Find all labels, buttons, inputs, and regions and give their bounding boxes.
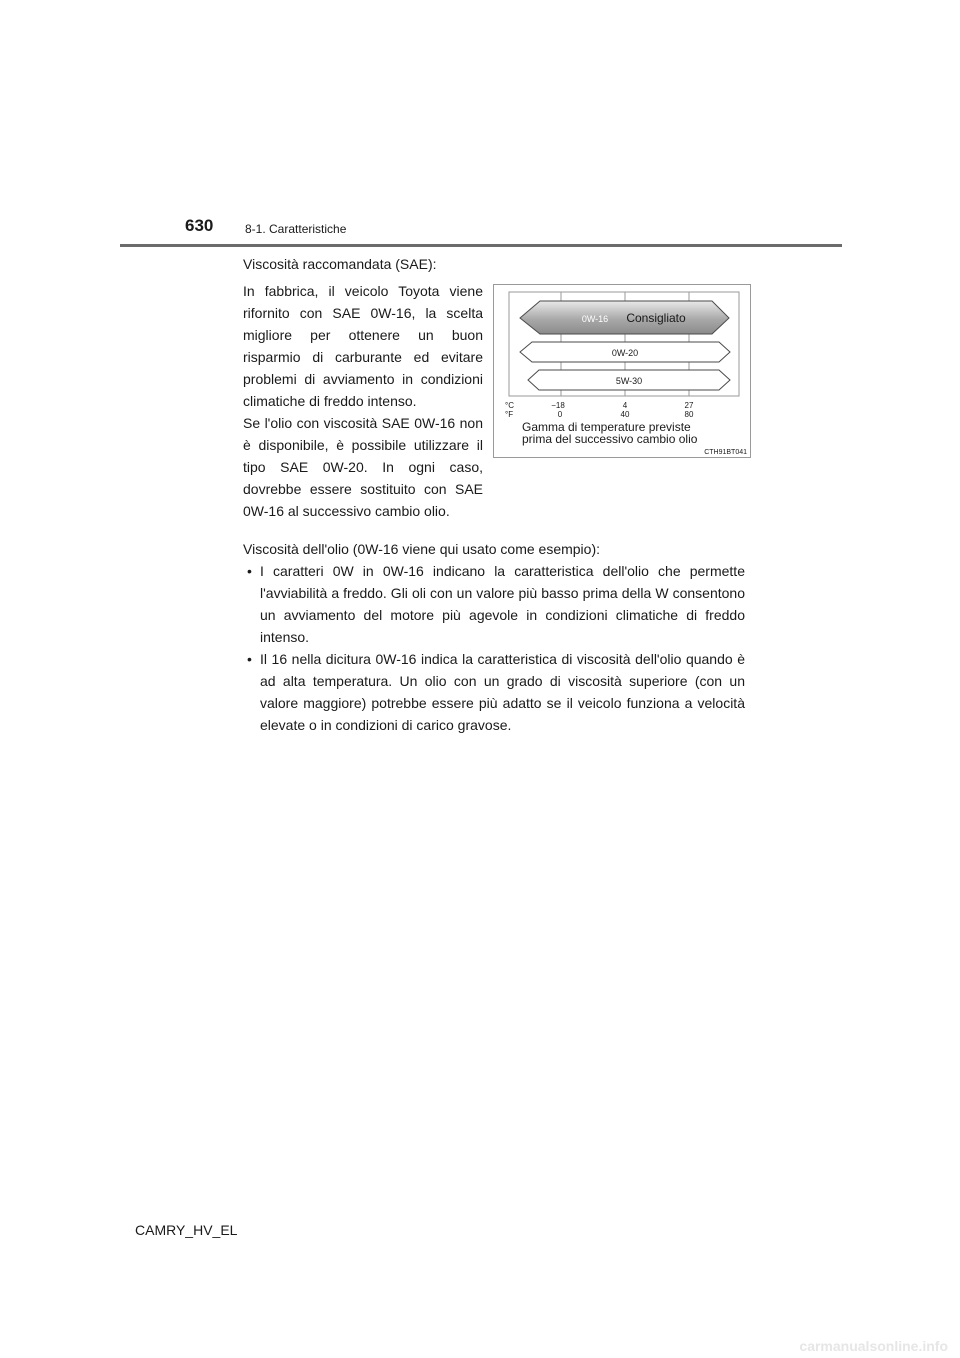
grade-label-0w20: 0W-20 [611,348,639,358]
grade-label-0w16: 0W-16 [581,314,609,324]
section-title: 8-1. Caratteristiche [245,222,347,236]
recommended-label: Consigliato [626,311,686,325]
page-number: 630 [185,216,214,235]
figure-code: CTH91BT041 [704,449,747,456]
paragraph-alternative-oil: Se l'olio con viscosità SAE 0W-16 non è disponibile, è possibile utilizzare il tipo SAE 0W-20. In ogni caso, dovrebbe essere sostituito con SAE 0W-16 al successivo cambio olio. [243,415,483,519]
paragraph-factory-fill: In fabbrica, il veicolo Toyota viene rifornito con SAE 0W-16, la scelta migliore per ottenere un buon risparmio di carburante ed evitare problemi di avviamento in condizioni climatiche di freddo intenso. [243,283,483,409]
viscosity-chart [494,285,750,457]
watermark: carmanualsonline.info [799,1338,948,1354]
figure-caption-line2: prima del successivo cambio olio [522,432,698,446]
range-arrow-0w16 [520,301,729,334]
list-item-text: Il 16 nella dicitura 0W-16 indica la caratteristica di viscosità dell'olio quando è ad alta temperatura. Un olio con un grado di viscosità superiore (con un valore maggiore) potrebbe essere più adatto se il veicolo funziona a velocità elevate o in condizioni di carico gravose. [260,651,745,733]
header-rule [120,244,842,247]
list-item [243,648,745,736]
tick-fahrenheit: 0 [557,410,563,419]
tick-celsius: 4 [622,401,628,410]
explanation-list [243,560,745,736]
axis-unit-fahrenheit: °F [505,410,514,419]
viscosity-figure [493,284,751,458]
grade-label-5w30: 5W-30 [615,376,643,386]
list-item [243,560,745,648]
explanation-lead: Viscosità dell'olio (0W-16 viene qui usato come esempio): [243,541,600,557]
bullet: • [247,563,252,579]
tick-celsius: −18 [551,401,565,410]
tick-fahrenheit: 40 [620,410,630,419]
figure-caption-line1: Gamma di temperature previste [522,420,691,434]
bullet: • [247,651,252,667]
left-column [243,280,483,522]
axis-unit-celsius: °C [505,401,514,410]
intro-heading: Viscosità raccomandata (SAE): [243,256,437,272]
tick-fahrenheit: 80 [684,410,694,419]
footer-model-code: CAMRY_HV_EL [135,1222,238,1238]
list-item-text: I caratteri 0W in 0W-16 indicano la caratteristica dell'olio che permette l'avviabilità a freddo. Gli oli con un valore più basso prima della W consentono un avviamento del motore più agevole in condizioni climatiche di freddo intenso. [260,563,745,645]
tick-celsius: 27 [684,401,694,410]
viscosity-explanation [243,538,745,736]
